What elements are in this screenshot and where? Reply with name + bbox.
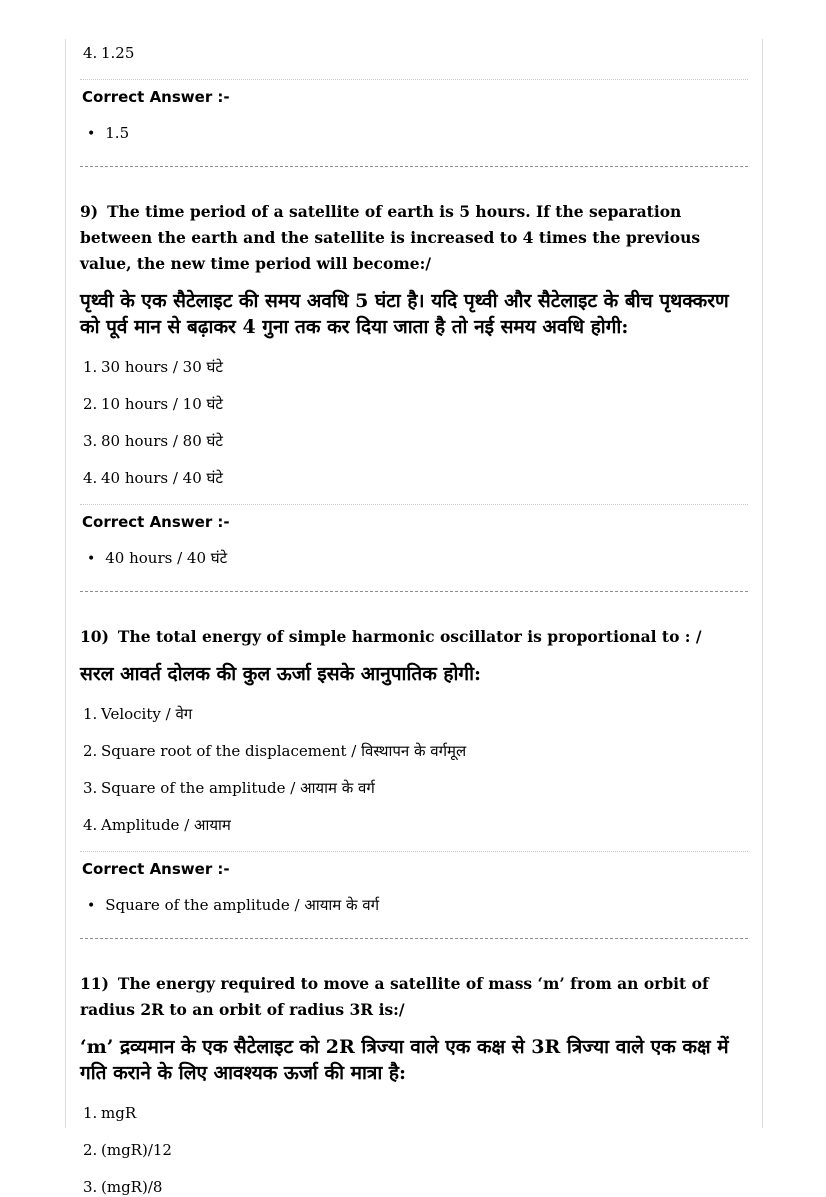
- exam-page: [65, 39, 763, 1196]
- correct-answer-text: 1.5: [105, 124, 130, 142]
- question-text-hi: पृथ्वी के एक सैटेलाइट की समय अवधि 5 घंटा है। यदि पृथ्वी और सैटेलाइट के बीच पृथक्करण को पूर्व मान से बढ़ाकर 4 गुना तक कर दिया जाता है तो नई समय अवधि होगी:: [80, 290, 729, 338]
- option-row: [80, 468, 748, 488]
- option-text: 10 hours / 10 घंटे: [101, 395, 223, 413]
- question-text-en: [80, 624, 748, 650]
- correct-answer-item: [80, 548, 748, 569]
- correct-answer-label: Correct Answer :-: [82, 88, 230, 106]
- option-row: [80, 778, 748, 798]
- option-number: 1.: [83, 705, 98, 723]
- option-number: 3.: [83, 1178, 98, 1196]
- question-block-10: [80, 624, 748, 938]
- option-row: [80, 43, 748, 63]
- option-text: Amplitude / आयाम: [101, 816, 231, 834]
- option-number: 2.: [83, 1141, 98, 1159]
- question-text-en: [80, 199, 748, 277]
- options-list: [80, 357, 748, 488]
- correct-answer-section: [80, 851, 748, 938]
- question-separator: [80, 591, 748, 592]
- option-row: [80, 1103, 748, 1123]
- option-row: [80, 815, 748, 835]
- option-number: 4.: [83, 816, 98, 834]
- question-separator: [80, 166, 748, 167]
- option-number: 4.: [83, 44, 98, 62]
- option-number: 3.: [83, 432, 98, 450]
- option-number: 2.: [83, 395, 98, 413]
- option-text: (mgR)/12: [101, 1141, 172, 1159]
- option-text: 80 hours / 80 घंटे: [101, 432, 223, 450]
- correct-answer-section: [80, 79, 748, 166]
- question-text-hi: सरल आवर्त दोलक की कुल ऊर्जा इसके आनुपातिक होगी:: [80, 663, 482, 685]
- options-list: [80, 1103, 748, 1197]
- option-row: [80, 431, 748, 451]
- partial-question-block: [80, 43, 748, 166]
- correct-answer-item: [80, 895, 748, 916]
- question-separator: [80, 938, 748, 939]
- bullet-icon: [87, 548, 95, 569]
- question-block-11: [80, 971, 748, 1197]
- question-number: 10): [80, 627, 109, 646]
- option-text: 1.25: [101, 44, 135, 62]
- question-number: 11): [80, 974, 109, 993]
- option-number: 2.: [83, 742, 98, 760]
- option-number: 1.: [83, 1104, 98, 1122]
- question-text-hi: ‘m’ द्रव्यमान के एक सैटेलाइट को 2R त्रिज्या वाले एक कक्ष से 3R त्रिज्या वाले एक कक्ष में गति कराने के लिए आवश्यक ऊर्जा की मात्रा है:: [80, 1036, 729, 1084]
- option-number: 1.: [83, 358, 98, 376]
- option-text: Square of the amplitude / आयाम के वर्ग: [101, 779, 375, 797]
- option-row: [80, 357, 748, 377]
- option-text: Velocity / वेग: [101, 705, 193, 723]
- correct-answer-text: 40 hours / 40 घंटे: [105, 549, 228, 567]
- option-row: [80, 394, 748, 414]
- option-row: [80, 1140, 748, 1160]
- option-number: 3.: [83, 779, 98, 797]
- question-number: 9): [80, 202, 99, 221]
- correct-answer-label: Correct Answer :-: [82, 513, 230, 531]
- question-block-9: [80, 199, 748, 591]
- option-number: 4.: [83, 469, 98, 487]
- option-text: Square root of the displacement / विस्थापन के वर्गमूल: [101, 742, 467, 760]
- option-text: 30 hours / 30 घंटे: [101, 358, 223, 376]
- option-text: 40 hours / 40 घंटे: [101, 469, 223, 487]
- bullet-icon: [87, 895, 95, 916]
- correct-answer-text: Square of the amplitude / आयाम के वर्ग: [105, 896, 380, 914]
- option-row: [80, 1177, 748, 1197]
- option-row: [80, 741, 748, 761]
- options-list: [80, 704, 748, 835]
- question-text: The energy required to move a satellite of mass ‘m’ from an orbit of radius 2R to an orbit of radius 3R is:/: [80, 974, 709, 1019]
- correct-answer-section: [80, 504, 748, 591]
- correct-answer-label: Correct Answer :-: [82, 860, 230, 878]
- option-text: mgR: [101, 1104, 137, 1122]
- bullet-icon: [87, 123, 95, 144]
- correct-answer-item: [80, 123, 748, 144]
- question-text-en: [80, 971, 748, 1023]
- question-text: The total energy of simple harmonic oscillator is proportional to : /: [117, 627, 702, 646]
- option-row: [80, 704, 748, 724]
- option-text: (mgR)/8: [101, 1178, 163, 1196]
- question-text: The time period of a satellite of earth is 5 hours. If the separation between the earth and the satellite is increased to 4 times the previous value, the new time period will become:/: [80, 202, 701, 273]
